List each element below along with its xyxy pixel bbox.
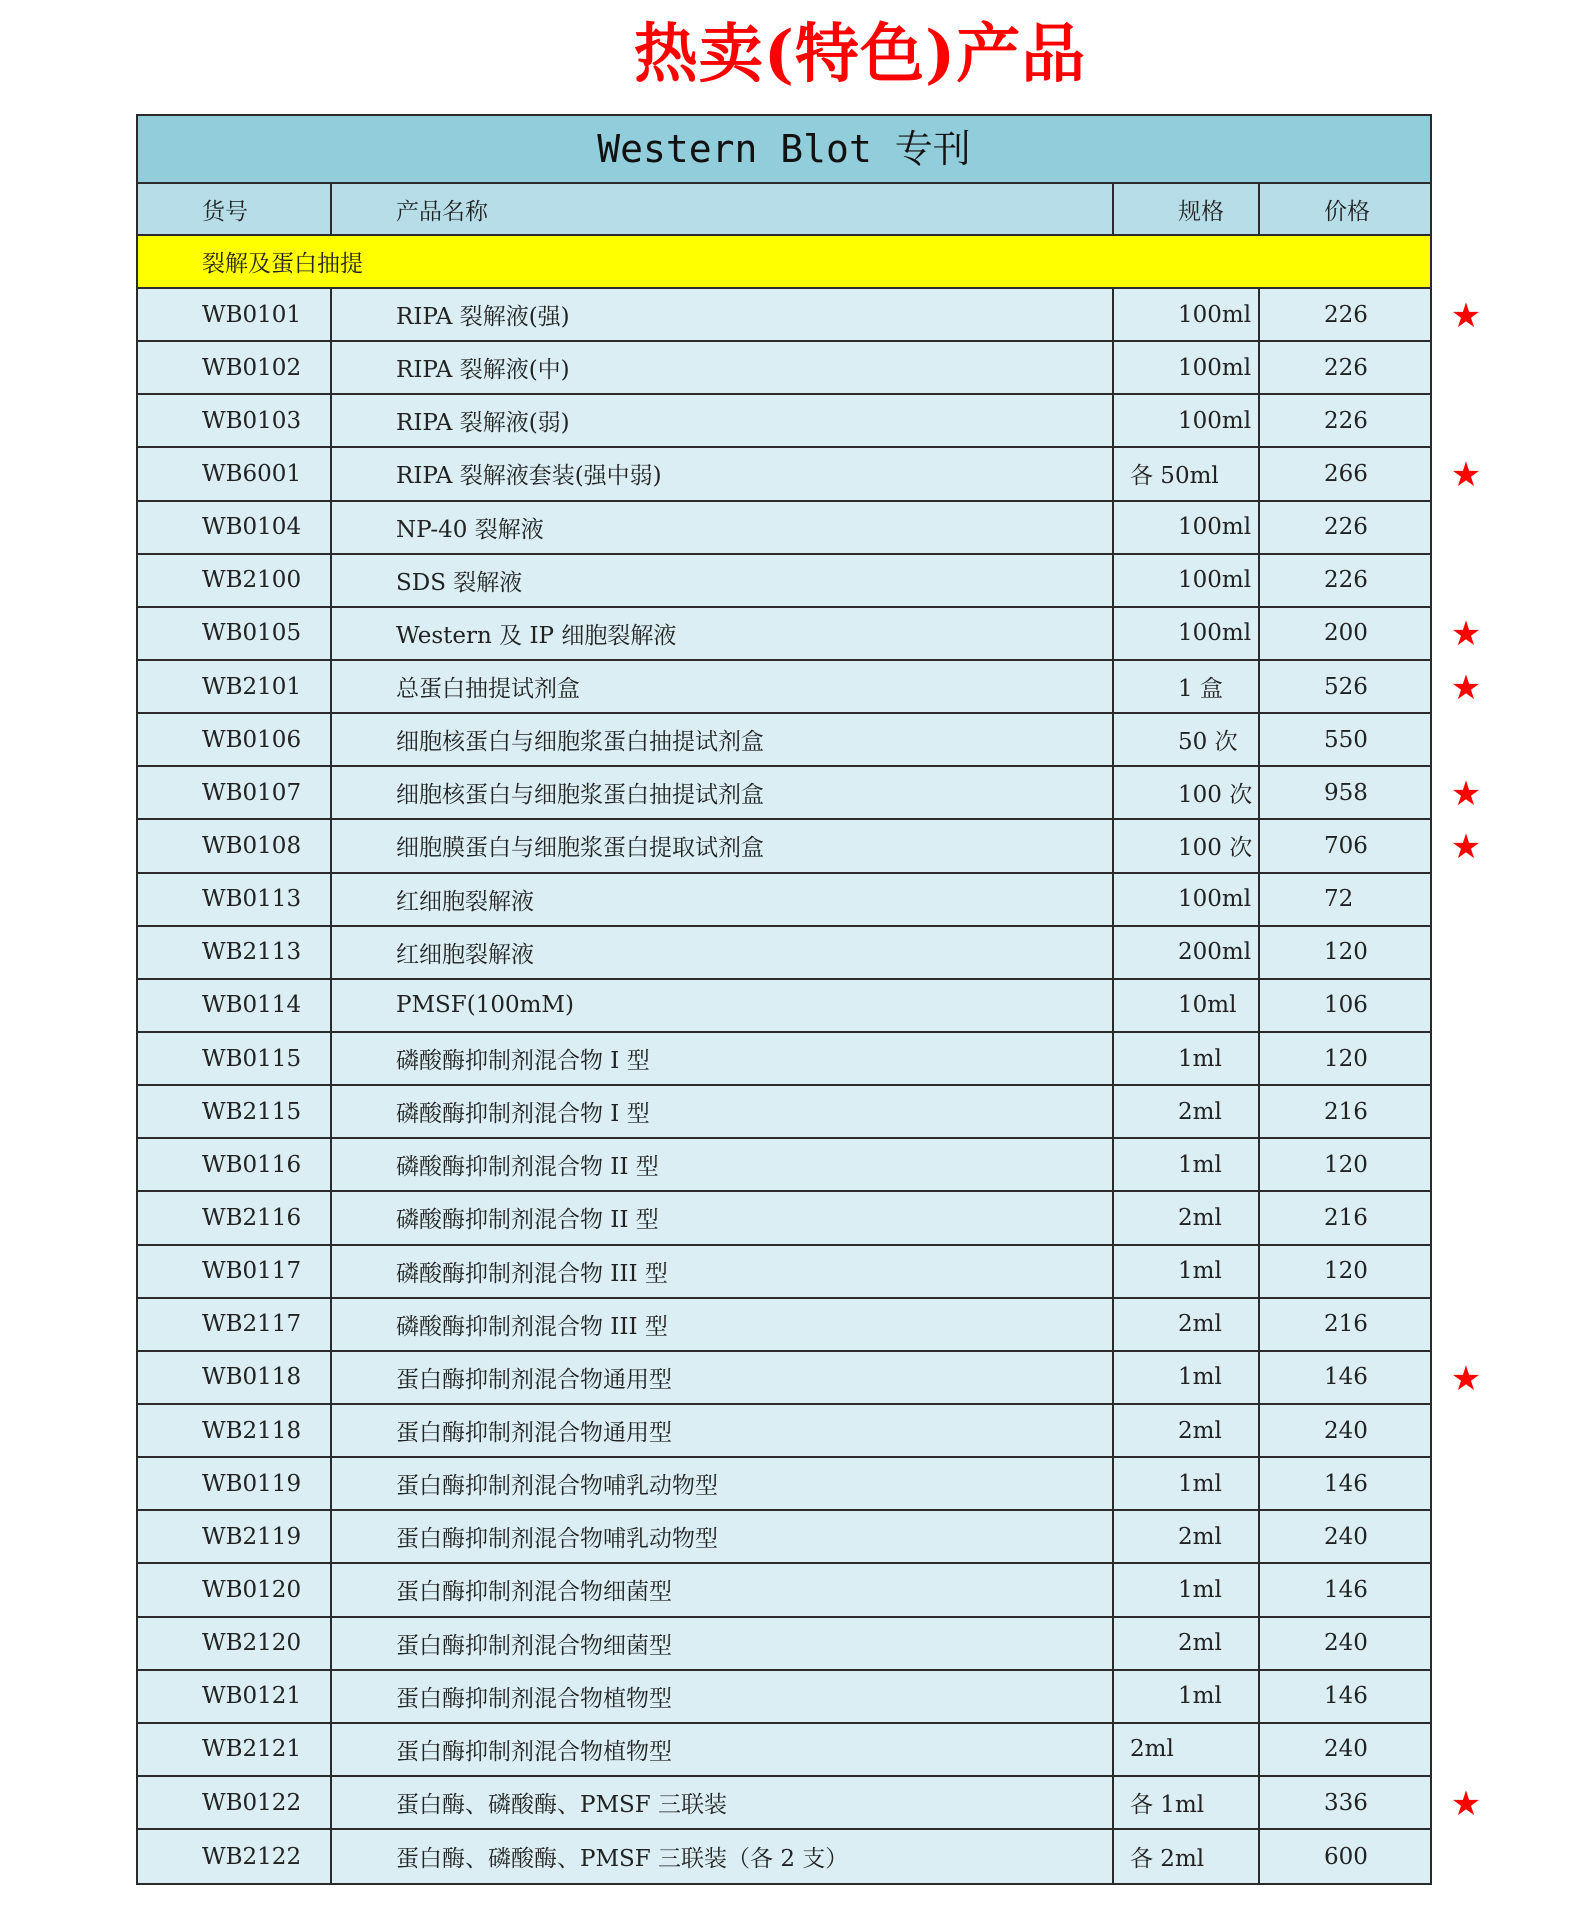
cell-code: WB0107	[138, 767, 332, 818]
table-row	[138, 874, 1430, 927]
header-code: 货号	[138, 184, 332, 234]
cell-price: 146	[1324, 1470, 1368, 1497]
page-title: 热卖(特色)产品	[633, 17, 1087, 92]
cell-name: 蛋白酶抑制剂混合物哺乳动物型	[332, 1511, 1114, 1562]
cell-code: WB0120	[138, 1564, 332, 1615]
cell-spec: 10ml	[1114, 980, 1260, 1031]
cell-name: 蛋白酶抑制剂混合物细菌型	[332, 1564, 1114, 1615]
cell-spec: 200ml	[1114, 927, 1260, 978]
cell-code: WB0119	[138, 1458, 332, 1509]
table-row	[138, 820, 1430, 873]
cell-price: 120	[1324, 1258, 1368, 1285]
hot-star-icon: ★	[1450, 667, 1482, 708]
cell-price: 226	[1324, 407, 1368, 434]
table-row	[138, 1777, 1430, 1830]
cell-name: RIPA 裂解液(中)	[332, 342, 1114, 393]
cell-name: 细胞膜蛋白与细胞浆蛋白提取试剂盒	[332, 820, 1114, 871]
cell-name: 细胞核蛋白与细胞浆蛋白抽提试剂盒	[332, 714, 1114, 765]
cell-spec: 1ml	[1114, 1033, 1260, 1084]
table-row	[138, 395, 1430, 448]
hot-star-icon: ★	[1450, 827, 1482, 868]
table-row	[138, 289, 1430, 342]
cell-price: 226	[1324, 354, 1368, 381]
cell-spec: 2ml	[1114, 1511, 1260, 1562]
cell-code: WB2116	[138, 1192, 332, 1243]
cell-code: WB2101	[138, 661, 332, 712]
cell-code: WB0122	[138, 1777, 332, 1828]
cell-code: WB0101	[138, 289, 332, 340]
cell-spec: 2ml	[1114, 1618, 1260, 1669]
cell-spec: 2ml	[1114, 1724, 1260, 1775]
hot-star-icon: ★	[1450, 455, 1482, 496]
cell-spec: 各 1ml	[1114, 1777, 1260, 1828]
cell-price: 240	[1324, 1630, 1368, 1657]
header-name: 产品名称	[332, 184, 1114, 234]
cell-spec: 100 次	[1114, 820, 1260, 871]
cell-spec: 100ml	[1114, 342, 1260, 393]
table-row	[138, 1724, 1430, 1777]
cell-name: 蛋白酶抑制剂混合物哺乳动物型	[332, 1458, 1114, 1509]
table-row	[138, 1511, 1430, 1564]
cell-price: 200	[1324, 620, 1368, 647]
cell-spec: 100ml	[1114, 395, 1260, 446]
cell-name: 磷酸酶抑制剂混合物 II 型	[332, 1139, 1114, 1190]
cell-code: WB2117	[138, 1299, 332, 1350]
cell-code: WB2100	[138, 555, 332, 606]
cell-spec: 2ml	[1114, 1086, 1260, 1137]
table-row	[138, 448, 1430, 501]
cell-code: WB2113	[138, 927, 332, 978]
cell-spec: 1 盒	[1114, 661, 1260, 712]
cell-price: 216	[1324, 1311, 1368, 1338]
cell-price: 266	[1324, 460, 1368, 487]
cell-spec: 100 次	[1114, 767, 1260, 818]
cell-spec: 100ml	[1114, 555, 1260, 606]
cell-code: WB0106	[138, 714, 332, 765]
cell-price: 146	[1324, 1683, 1368, 1710]
hot-star-icon: ★	[1450, 1358, 1482, 1399]
cell-name: 细胞核蛋白与细胞浆蛋白抽提试剂盒	[332, 767, 1114, 818]
table-row	[138, 661, 1430, 714]
cell-spec: 1ml	[1114, 1352, 1260, 1403]
cell-price: 240	[1324, 1523, 1368, 1550]
table-row	[138, 1564, 1430, 1617]
cell-spec: 1ml	[1114, 1246, 1260, 1297]
cell-code: WB2122	[138, 1830, 332, 1883]
cell-name: 蛋白酶抑制剂混合物通用型	[332, 1352, 1114, 1403]
table-body	[138, 289, 1430, 1883]
table-row	[138, 555, 1430, 608]
cell-code: WB2121	[138, 1724, 332, 1775]
cell-price: 120	[1324, 1045, 1368, 1072]
cell-name: 红细胞裂解液	[332, 874, 1114, 925]
section-label: 裂解及蛋白抽提	[202, 251, 363, 277]
cell-name: 蛋白酶抑制剂混合物通用型	[332, 1405, 1114, 1456]
cell-name: 蛋白酶抑制剂混合物植物型	[332, 1724, 1114, 1775]
cell-price: 216	[1324, 1204, 1368, 1231]
cell-name: 磷酸酶抑制剂混合物 III 型	[332, 1246, 1114, 1297]
cell-code: WB0108	[138, 820, 332, 871]
cell-name: 蛋白酶抑制剂混合物细菌型	[332, 1618, 1114, 1669]
cell-spec: 2ml	[1114, 1299, 1260, 1350]
cell-name: 磷酸酶抑制剂混合物 III 型	[332, 1299, 1114, 1350]
table-row	[138, 1192, 1430, 1245]
table-row	[138, 1671, 1430, 1724]
cell-code: WB0118	[138, 1352, 332, 1403]
header-price: 价格	[1324, 198, 1370, 225]
cell-price: 336	[1324, 1789, 1368, 1816]
cell-code: WB0103	[138, 395, 332, 446]
cell-code: WB0117	[138, 1246, 332, 1297]
hot-star-icon: ★	[1450, 773, 1482, 814]
cell-price: 120	[1324, 1151, 1368, 1178]
cell-code: WB0116	[138, 1139, 332, 1190]
cell-price: 240	[1324, 1736, 1368, 1763]
cell-code: WB0102	[138, 342, 332, 393]
cell-spec: 2ml	[1114, 1405, 1260, 1456]
table-row	[138, 1033, 1430, 1086]
cell-price: 216	[1324, 1098, 1368, 1125]
cell-spec: 各 50ml	[1114, 448, 1260, 499]
table-row	[138, 1246, 1430, 1299]
cell-code: WB2120	[138, 1618, 332, 1669]
cell-spec: 1ml	[1114, 1139, 1260, 1190]
cell-name: RIPA 裂解液(强)	[332, 289, 1114, 340]
product-table	[136, 114, 1432, 1885]
cell-code: WB6001	[138, 448, 332, 499]
table-row	[138, 1352, 1430, 1405]
cell-name: 磷酸酶抑制剂混合物 I 型	[332, 1086, 1114, 1137]
table-row	[138, 927, 1430, 980]
cell-name: NP-40 裂解液	[332, 502, 1114, 553]
hot-star-icon: ★	[1450, 614, 1482, 655]
hot-star-icon: ★	[1450, 1783, 1482, 1824]
cell-code: WB0115	[138, 1033, 332, 1084]
cell-price: 226	[1324, 567, 1368, 594]
cell-name: Western 及 IP 细胞裂解液	[332, 608, 1114, 659]
table-row	[138, 980, 1430, 1033]
cell-spec: 1ml	[1114, 1458, 1260, 1509]
table-row	[138, 1618, 1430, 1671]
cell-price: 106	[1324, 992, 1368, 1019]
cell-spec: 100ml	[1114, 874, 1260, 925]
section-row	[138, 236, 1430, 289]
cell-code: WB2115	[138, 1086, 332, 1137]
cell-price: 600	[1324, 1843, 1368, 1870]
cell-price: 72	[1324, 886, 1354, 913]
cell-price: 240	[1324, 1417, 1368, 1444]
cell-spec: 100ml	[1114, 502, 1260, 553]
cell-spec: 100ml	[1114, 608, 1260, 659]
cell-price: 706	[1324, 832, 1368, 859]
table-row	[138, 608, 1430, 661]
cell-code: WB0114	[138, 980, 332, 1031]
cell-price: 146	[1324, 1576, 1368, 1603]
cell-name: 磷酸酶抑制剂混合物 I 型	[332, 1033, 1114, 1084]
cell-price: 526	[1324, 673, 1368, 700]
hot-star-icon: ★	[1450, 295, 1482, 336]
cell-price: 958	[1324, 779, 1368, 806]
cell-name: SDS 裂解液	[332, 555, 1114, 606]
cell-spec: 50 次	[1114, 714, 1260, 765]
cell-spec: 1ml	[1114, 1671, 1260, 1722]
cell-name: 蛋白酶抑制剂混合物植物型	[332, 1671, 1114, 1722]
table-row	[138, 342, 1430, 395]
cell-name: 总蛋白抽提试剂盒	[332, 661, 1114, 712]
cell-price: 146	[1324, 1364, 1368, 1391]
cell-name: 磷酸酶抑制剂混合物 II 型	[332, 1192, 1114, 1243]
cell-code: WB0104	[138, 502, 332, 553]
cell-code: WB0105	[138, 608, 332, 659]
table-row	[138, 1139, 1430, 1192]
cell-spec: 各 2ml	[1114, 1830, 1260, 1883]
header-spec: 规格	[1114, 184, 1260, 234]
cell-price: 550	[1324, 726, 1368, 753]
cell-name: 蛋白酶、磷酸酶、PMSF 三联装（各 2 支）	[332, 1830, 1114, 1883]
table-banner: Western Blot 专刊	[138, 116, 1430, 184]
cell-spec: 100ml	[1114, 289, 1260, 340]
cell-price: 226	[1324, 514, 1368, 541]
cell-code: WB2118	[138, 1405, 332, 1456]
table-row	[138, 1086, 1430, 1139]
table-header-row	[138, 184, 1430, 236]
table-row	[138, 767, 1430, 820]
cell-name: 红细胞裂解液	[332, 927, 1114, 978]
cell-name: RIPA 裂解液(弱)	[332, 395, 1114, 446]
table-row	[138, 502, 1430, 555]
cell-name: 蛋白酶、磷酸酶、PMSF 三联装	[332, 1777, 1114, 1828]
table-row	[138, 714, 1430, 767]
cell-code: WB0121	[138, 1671, 332, 1722]
table-row	[138, 1830, 1430, 1883]
cell-code: WB2119	[138, 1511, 332, 1562]
cell-spec: 1ml	[1114, 1564, 1260, 1615]
cell-price: 226	[1324, 301, 1368, 328]
cell-code: WB0113	[138, 874, 332, 925]
cell-name: PMSF(100mM)	[332, 980, 1114, 1031]
table-row	[138, 1458, 1430, 1511]
table-row	[138, 1299, 1430, 1352]
cell-price: 120	[1324, 939, 1368, 966]
table-row	[138, 1405, 1430, 1458]
cell-name: RIPA 裂解液套装(强中弱)	[332, 448, 1114, 499]
cell-spec: 2ml	[1114, 1192, 1260, 1243]
